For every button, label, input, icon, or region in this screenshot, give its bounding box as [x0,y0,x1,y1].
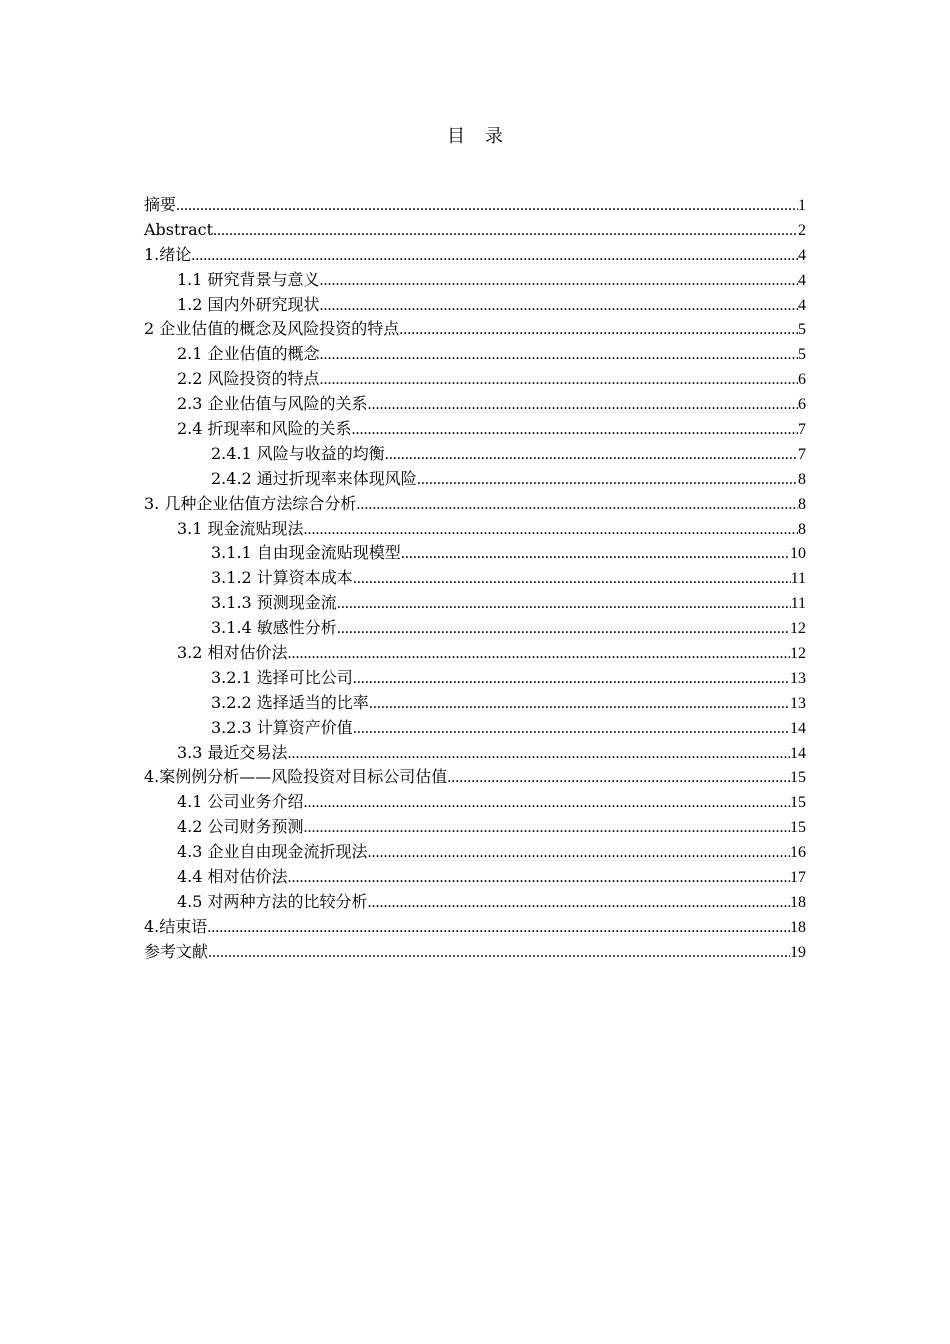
toc-entry-label: 摘要 [144,195,177,214]
toc-entry-label: 3.2 相对估价法 [177,643,288,663]
dot-leader [385,442,798,468]
toc-entry-page: 16 [790,844,806,862]
toc-entry[interactable] [144,492,806,517]
toc-entry-label: 2.3 企业估值与风险的关系 [177,394,368,414]
toc-entry-page: 12 [790,645,806,663]
toc-entry[interactable] [144,293,806,318]
toc-entry[interactable] [144,765,806,790]
dot-leader [417,467,798,493]
dot-leader [191,243,798,269]
toc-entry-label: 3.3 最近交易法 [177,742,288,762]
toc-entry[interactable] [144,193,806,218]
toc-entry-page: 1 [798,197,806,214]
dot-leader [176,193,798,219]
toc-entry-page: 13 [790,669,806,687]
toc-entry-label: 3.1 现金流贴现法 [177,518,304,538]
toc-entry-label: 3.1.3 预测现金流 [211,593,337,613]
dot-leader [401,541,790,567]
toc-entry-page: 7 [798,445,806,463]
toc-entry-label: 2.4 折现率和风险的关系 [177,419,352,439]
toc-entry[interactable] [144,268,806,293]
toc-entry[interactable] [144,367,806,392]
dot-leader [288,641,790,667]
dot-leader [368,890,790,916]
toc-entry-page: 4 [798,246,806,264]
toc-entry-page: 11 [790,570,806,588]
toc-entry-page: 4 [798,271,806,289]
toc-entry-page: 14 [790,719,806,737]
dot-leader [288,741,790,767]
toc-entry-label: 参考文献 [144,941,209,961]
toc-entry-label: 1.2 国内外研究现状 [177,294,320,314]
dot-leader [337,591,791,617]
dot-leader [353,666,790,692]
toc-entry-label: 3.2.1 选择可比公司 [211,667,353,687]
toc-entry-page: 18 [790,918,806,936]
toc-entry-label: 2.1 企业估值的概念 [177,344,320,364]
dot-leader [320,367,798,393]
toc-entry-label: 2 企业估值的概念及风险投资的特点 [144,319,400,339]
toc-entry-page: 17 [790,869,806,887]
dot-leader [320,268,798,294]
dot-leader [304,815,790,841]
dot-leader [356,492,798,518]
toc-entry-page: 15 [790,794,806,812]
toc-entry-label: 4.结束语 [144,916,208,936]
toc-entry-label: 2.4.2 通过折现率来体现风险 [211,468,417,488]
toc-entry-label: 1.绪论 [144,244,192,264]
toc-entry-label: 3.2.2 选择适当的比率 [211,692,369,712]
toc-entry-page: 19 [790,943,806,961]
toc-entry[interactable] [144,741,806,766]
toc-entry-label: 4.4 相对估价法 [177,867,288,887]
toc-entry-label: 4.1 公司业务介绍 [177,792,304,812]
toc-entry-page: 10 [790,545,806,563]
page-title-part1: 目 [447,126,465,147]
toc-entry-page: 14 [790,744,806,762]
toc-entry-label: Abstract [144,219,214,239]
dot-leader [207,915,790,941]
dot-leader [320,342,798,368]
toc-entry-page: 13 [790,694,806,712]
dot-leader [368,392,798,418]
toc-entry[interactable] [144,317,806,342]
toc-entry-label: 3.1.1 自由现金流贴现模型 [211,543,401,563]
toc-entry-page: 5 [798,346,806,364]
toc-entry-page: 2 [798,221,806,239]
dot-leader [320,293,798,319]
page-title-part2: 录 [485,126,503,147]
toc-entry[interactable] [144,691,806,716]
toc-entry-page: 5 [798,321,806,339]
toc-entry-page: 6 [798,371,806,389]
toc-entry[interactable] [144,815,806,840]
toc-entry[interactable] [144,666,806,691]
toc-entry[interactable] [144,566,806,591]
dot-leader [337,616,790,642]
dot-leader [208,940,790,966]
toc-entry[interactable] [144,865,806,890]
toc-entry-page: 8 [798,520,806,538]
toc-entry[interactable] [144,218,806,243]
toc-entry-label: 3.1.2 计算资本成本 [211,568,353,588]
toc-entry-label: 2.2 风险投资的特点 [177,369,320,389]
dot-leader [369,691,790,717]
dot-leader [447,765,790,791]
table-of-contents [144,193,806,965]
toc-entry-page: 11 [790,595,806,613]
toc-entry-page: 7 [798,421,806,439]
toc-entry[interactable] [144,541,806,566]
dot-leader [213,218,798,244]
toc-entry[interactable] [144,417,806,442]
toc-entry[interactable] [144,442,806,467]
toc-entry[interactable] [144,467,806,492]
dot-leader [352,417,798,443]
toc-entry[interactable] [144,641,806,666]
toc-entry[interactable] [144,517,806,542]
toc-entry[interactable] [144,616,806,641]
toc-entry-page: 4 [798,296,806,314]
dot-leader [288,865,790,891]
toc-entry-page: 18 [790,893,806,911]
dot-leader [304,790,790,816]
toc-entry-label: 2.4.1 风险与收益的均衡 [211,443,385,463]
toc-entry[interactable] [144,716,806,741]
toc-entry-label: 3.2.3 计算资产价值 [211,717,353,737]
page-title [0,124,950,150]
toc-entry[interactable] [144,790,806,815]
toc-entry[interactable] [144,840,806,865]
toc-entry[interactable] [144,591,806,616]
toc-entry-label: 4.3 企业自由现金流折现法 [177,842,368,862]
toc-entry[interactable] [144,915,806,940]
toc-entry-page: 8 [798,495,806,513]
toc-entry[interactable] [144,890,806,915]
toc-entry-label: 4.2 公司财务预测 [177,817,304,837]
toc-entry-page: 12 [790,620,806,638]
toc-entry-page: 15 [790,769,806,787]
dot-leader [399,317,798,343]
dot-leader [304,517,798,543]
toc-entry[interactable] [144,243,806,268]
toc-entry-page: 8 [798,470,806,488]
toc-entry-label: 1.1 研究背景与意义 [177,269,320,289]
toc-entry-label: 3. 几种企业估值方法综合分析 [144,493,357,513]
dot-leader [353,566,791,592]
toc-entry-page: 15 [790,819,806,837]
toc-entry[interactable] [144,940,806,965]
toc-entry-label: 4.案例例分析——风险投资对目标公司估值 [144,767,448,787]
dot-leader [368,840,790,866]
toc-entry[interactable] [144,342,806,367]
toc-entry[interactable] [144,392,806,417]
dot-leader [353,716,790,742]
toc-entry-label: 3.1.4 敏感性分析 [211,618,337,638]
toc-entry-page: 6 [798,396,806,414]
toc-entry-label: 4.5 对两种方法的比较分析 [177,891,368,911]
